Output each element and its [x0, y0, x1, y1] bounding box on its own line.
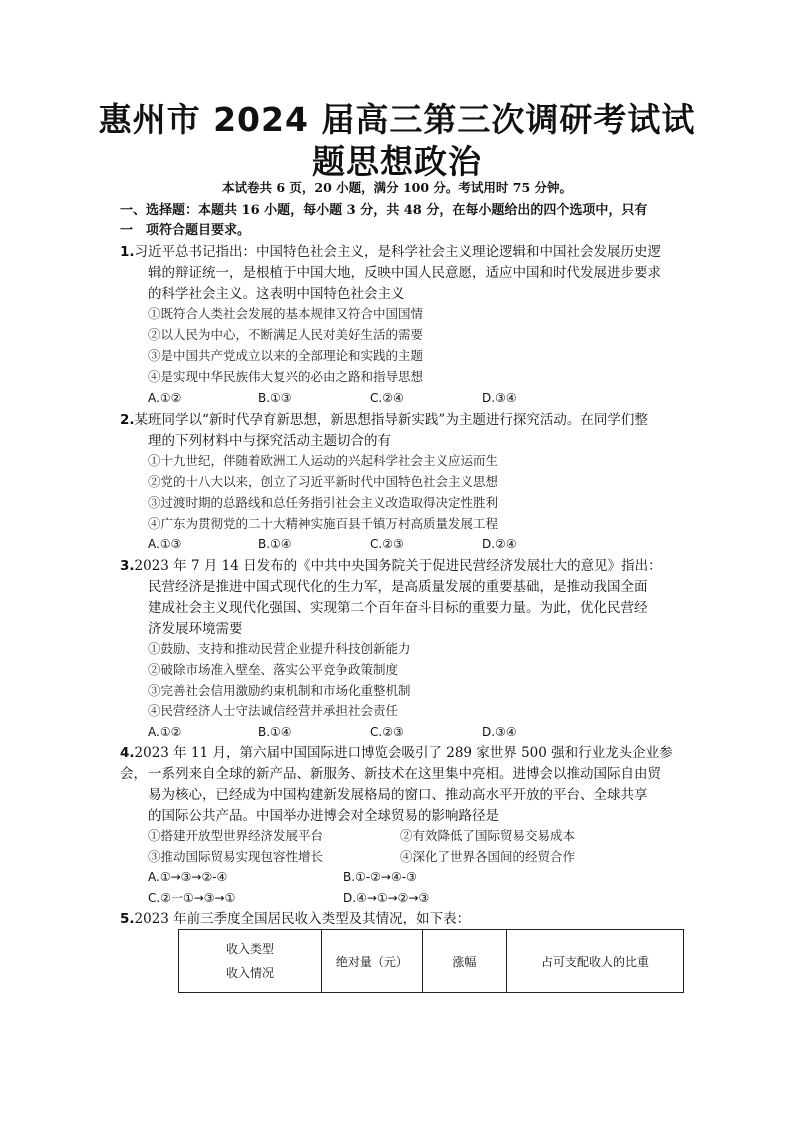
question-4-option-4: ④深化了世界各国间的经贸合作 [400, 849, 576, 864]
answer-c: C.②③ [370, 537, 404, 551]
question-number: 1. [120, 244, 135, 260]
answer-d: D.③④ [482, 725, 517, 739]
table-header-absolute: 绝对量（元） [322, 930, 423, 993]
table-corner-header [179, 930, 322, 993]
answer-b: B.①③ [258, 391, 292, 405]
answer-c: C.②④ [370, 391, 404, 405]
stem-text: 习近平总书记指出：中国特色社会主义，是科学社会主义理论逻辑和中国社会发展历史逻 [134, 244, 662, 260]
question-1-stem-line3: 的科学社会主义。这表明中国特色社会主义 [148, 286, 405, 302]
question-number: 4. [120, 745, 135, 761]
question-number: 2. [120, 412, 135, 428]
exam-title-line2: 题思想政治 [312, 142, 482, 181]
stem-text: 2023 年前三季度全国居民收入类型及其情况，如下表： [134, 911, 471, 927]
section-heading-line2: 一 项符合题目要求。 [120, 223, 251, 238]
question-number: 5. [120, 911, 135, 927]
answer-a: A.①② [148, 391, 182, 405]
answer-a: A.①③ [148, 537, 182, 551]
corner-top-label: 收入类型 [226, 942, 275, 956]
question-4-option-2: ②有效降低了国际贸易交易成本 [400, 828, 576, 843]
question-1-answers [148, 388, 688, 408]
question-2-stem-line1 [120, 410, 685, 431]
question-3-option-4: ④民营经济人士守法诚信经营并承担社会责任 [148, 703, 399, 718]
question-1-option-2: ②以人民为中心，不断满足人民对美好生活的需要 [148, 327, 424, 342]
table-header-share: 占可支配收人的比重 [507, 930, 684, 993]
question-3-option-1: ①鼓励、支持和推动民营企业提升科技创新能力 [148, 641, 411, 656]
question-4-answers-row1 [148, 867, 688, 887]
question-3-stem-line1 [120, 556, 685, 577]
question-3-option-3: ③完善社会信用激励约束机制和市场化重整机制 [148, 683, 411, 698]
answer-d: D.④→①→②→③ [343, 891, 430, 905]
section-heading-line1: 一、选择题：本题共 16 小题，每小题 3 分，共 48 分，在每小题给出的四个选项中，只有 [120, 203, 648, 218]
question-5-stem-line1 [120, 909, 685, 930]
question-1-option-1: ①既符合人类社会发展的基本规律又符合中国国情 [148, 306, 424, 321]
question-2-option-3: ③过渡时期的总路线和总任务指引社会主义改造取得决定性胜利 [148, 495, 499, 510]
question-4-option-1: ①搭建开放型世界经济发展平台 [148, 828, 324, 843]
question-3-option-2: ②破除市场准入壁垒、落实公平竞争政策制度 [148, 662, 399, 677]
question-3-stem-line4: 济发展环境需要 [148, 621, 243, 637]
question-1-option-4: ④是实现中华民族伟大复兴的必由之路和指导思想 [148, 369, 424, 384]
answer-d: D.③④ [482, 391, 517, 405]
question-3-stem-line3: 建成社会主义现代化强国、实现第二个百年奋斗目标的重要力量。为此，优化民营经 [148, 600, 648, 616]
question-3-answers [148, 722, 688, 742]
question-2-stem-line2: 理的下列材料中与探究活动主题切合的有 [148, 433, 391, 449]
question-4-stem-line2: 一系列来自全球的新产品、新服务、新技术在这里集中亮相。进博会以推动国际自由贸 [148, 766, 661, 782]
question-2-option-4: ④广东为贯彻党的二十大精神实施百县千镇万村高质量发展工程 [148, 516, 499, 531]
answer-d: D.②④ [482, 537, 517, 551]
stem-text: 某班同学以“新时代孕育新思想，新思想指导新实践”为主题进行探究活动。在同学们整 [134, 412, 648, 428]
answer-c: C.②一①→③→① [148, 891, 236, 905]
table-row [179, 930, 684, 993]
exam-info: 本试卷共 6 页，20 小题，满分 100 分。考试用时 75 分钟。 [221, 180, 573, 195]
question-1-stem-line1 [120, 242, 685, 263]
question-4-stem-line4: 的国际公共产品。中国举办进博会对全球贸易的影响路径是 [148, 808, 499, 824]
question-3-stem-line2: 民营经济是推进中国式现代化的生力军，是高质量发展的重要基础，是推动我国全面 [148, 579, 648, 595]
stem-text: 2023 年 11 月，第六届中国国际进口博览会吸引了 289 家世界 500 强和行业龙头企业参会， [120, 745, 673, 782]
exam-title-line1: 惠州市 2024 届高三第三次调研考试试 [98, 100, 696, 139]
table-header-growth: 涨幅 [422, 930, 507, 993]
question-number: 3. [120, 558, 135, 574]
answer-a: A.①→③→②-④ [148, 870, 228, 884]
answer-b: B.①-②→④-③ [343, 870, 417, 884]
answer-b: B.①④ [258, 725, 292, 739]
income-table [178, 929, 684, 993]
answer-a: A.①② [148, 725, 182, 739]
question-2-option-1: ①十九世纪，伴随着欧洲工人运动的兴起科学社会主义应运而生 [148, 453, 499, 468]
answer-c: C.②③ [370, 725, 404, 739]
corner-bottom-label: 收入情况 [226, 966, 275, 980]
question-4-option-3: ③推动国际贸易实现包容性增长 [148, 849, 324, 864]
question-1-option-3: ③是中国共产党成立以来的全部理论和实践的主题 [148, 348, 424, 363]
question-1-stem-line2: 辑的辩证统一，是根植于中国大地，反映中国人民意愿，适应中国和时代发展进步要求 [148, 265, 661, 281]
question-4-answers-row2 [148, 888, 688, 908]
question-4-stem-line3: 易为核心，已经成为中国构建新发展格局的窗口、推动高水平开放的平台、全球共享 [148, 787, 648, 803]
question-2-option-2: ②党的十八大以来，创立了习近平新时代中国特色社会主义思想 [148, 474, 499, 489]
answer-b: B.①④ [258, 537, 292, 551]
stem-text: 2023 年 7 月 14 日发布的《中共中央国务院关于促进民营经济发展壮大的意见》指出： [134, 558, 662, 574]
question-2-answers [148, 534, 688, 554]
